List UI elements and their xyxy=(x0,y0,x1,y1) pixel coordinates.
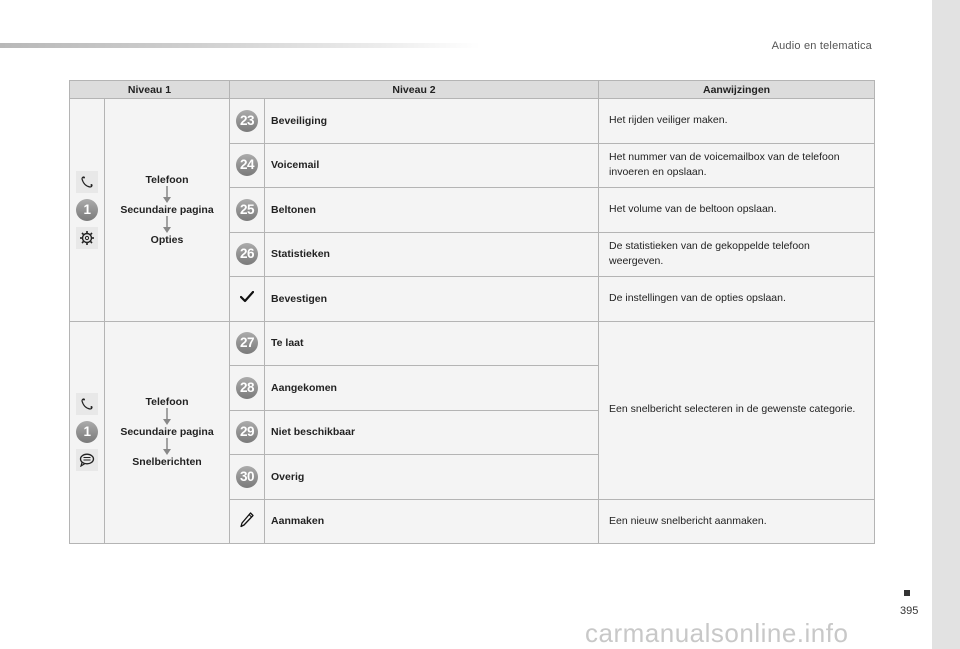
watermark: carmanualsonline.info xyxy=(585,618,849,648)
path-step-opties: Opties xyxy=(150,233,184,246)
path-step-snelberichten: Snelberichten xyxy=(132,456,202,469)
number-badge: 30 xyxy=(236,466,258,488)
phone-icon xyxy=(76,171,98,193)
header-niveau-2: Niveau 2 xyxy=(230,81,599,99)
table-header-row xyxy=(70,81,875,99)
description: Het nummer van de voicemailbox van de telefoon invoeren en opslaan. xyxy=(599,143,875,188)
level1-cell-snelberichten xyxy=(70,321,105,544)
page-marker xyxy=(904,590,910,596)
path-step-telefoon: Telefoon xyxy=(145,173,189,186)
level1-path-opties xyxy=(105,99,230,322)
description: Het volume van de beltoon opslaan. xyxy=(599,188,875,233)
level1-cell-opties xyxy=(70,99,105,322)
description: De statistieken van de gekoppelde telefoon weergeven. xyxy=(599,232,875,277)
table-row xyxy=(70,321,875,366)
level1-path-snelberichten xyxy=(105,321,230,544)
description: Een nieuw snelbericht aanmaken. xyxy=(599,499,875,544)
shared-description: Een snelbericht selecteren in de gewenste categorie. xyxy=(599,321,875,499)
arrow-down-icon xyxy=(162,216,172,234)
path-step-telefoon: Telefoon xyxy=(145,396,189,409)
number-badge: 23 xyxy=(236,110,258,132)
arrow-down-icon xyxy=(162,186,172,204)
menu-item-aanmaken: Aanmaken xyxy=(265,499,599,544)
menu-item-beveiliging: Beveiliging xyxy=(265,99,599,144)
path-step-secundaire-pagina: Secundaire pagina xyxy=(120,203,214,216)
number-badge: 28 xyxy=(236,377,258,399)
menu-item-voicemail: Voicemail xyxy=(265,143,599,188)
path-step-secundaire-pagina: Secundaire pagina xyxy=(120,426,214,439)
level1-badge: 1 xyxy=(76,421,98,443)
number-badge: 29 xyxy=(236,421,258,443)
menu-item-te-laat: Te laat xyxy=(265,321,599,366)
phone-icon xyxy=(76,393,98,415)
menu-item-statistieken: Statistieken xyxy=(265,232,599,277)
menu-item-niet-beschikbaar: Niet beschikbaar xyxy=(265,410,599,455)
menu-table xyxy=(69,80,875,544)
arrow-down-icon xyxy=(162,408,172,426)
description: Het rijden veiliger maken. xyxy=(599,99,875,144)
number-badge: 26 xyxy=(236,243,258,265)
settings-gear-icon xyxy=(76,227,98,249)
arrow-down-icon xyxy=(162,438,172,456)
page-number: 395 xyxy=(900,605,919,617)
number-badge: 27 xyxy=(236,332,258,354)
menu-item-overig: Overig xyxy=(265,455,599,500)
header-niveau-1: Niveau 1 xyxy=(70,81,230,99)
pencil-icon xyxy=(240,512,254,528)
message-bubble-icon xyxy=(76,449,98,471)
number-badge: 24 xyxy=(236,154,258,176)
header-aanwijzingen: Aanwijzingen xyxy=(599,81,875,99)
number-badge: 25 xyxy=(236,199,258,221)
header-gradient-bar xyxy=(0,43,480,48)
level1-badge: 1 xyxy=(76,199,98,221)
menu-item-beltonen: Beltonen xyxy=(265,188,599,233)
page-side-band xyxy=(932,0,960,649)
table-row xyxy=(70,99,875,144)
section-title: Audio en telematica xyxy=(771,40,872,52)
description: De instellingen van de opties opslaan. xyxy=(599,277,875,322)
checkmark-icon xyxy=(240,291,254,303)
menu-item-bevestigen: Bevestigen xyxy=(265,277,599,322)
menu-item-aangekomen: Aangekomen xyxy=(265,366,599,411)
